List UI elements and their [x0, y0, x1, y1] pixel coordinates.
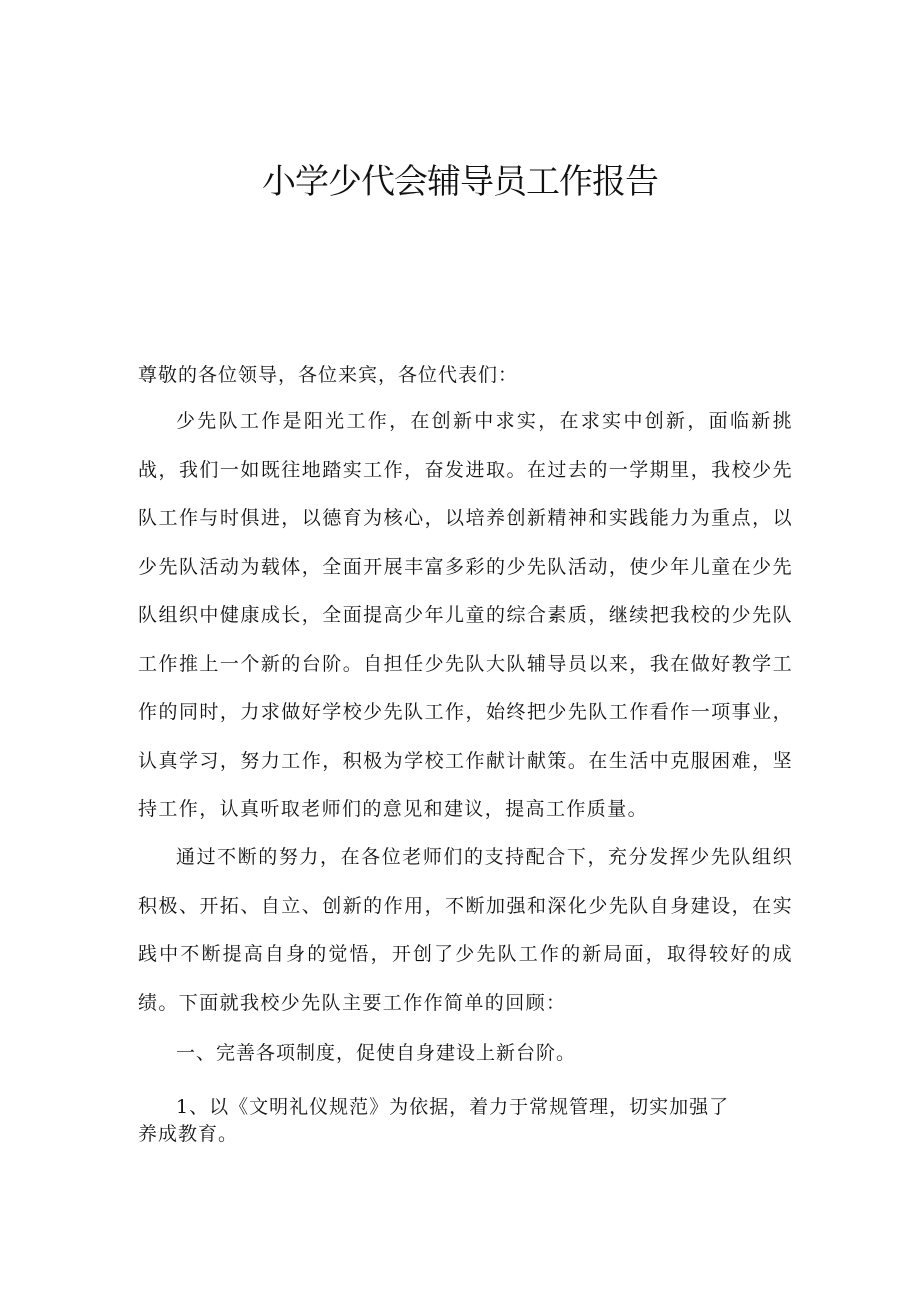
list-item: [138, 1094, 793, 1148]
section-heading: 一、完善各项制度，促使自身建设上新台阶。: [176, 1042, 577, 1064]
list-item-line-2: 养成教育。: [138, 1123, 239, 1145]
paragraph-1: 少先队工作是阳光工作，在创新中求实，在求实中创新，面临新挑战，我们一如既往地踏实工作，奋发进取。在过去的一学期里，我校少先队工作与时俱进，以德育为核心，以培养创新精神和实践能力为重点，以少先队活动为载体，全面开展丰富多彩的少先队活动，使少年儿童在少先队组织中健康成长，全面提高少年儿童的综合素质，继续把我校的少先队工作推上一个新的台阶。自担任少先队大队辅导员以来，我在做好教学工作的同时，力求做好学校少先队工作，始终把少先队工作看作一项事业，认真学习，努力工作，积极为学校工作献计献策。在生活中克服困难，坚持工作，认真听取老师们的意见和建议，提高工作质量。: [138, 410, 793, 820]
paragraph-2: 通过不断的努力，在各位老师们的支持配合下，充分发挥少先队组织积极、开拓、自立、创新的作用，不断加强和深化少先队自身建设，在实践中不断提高自身的觉悟，开创了少先队工作的新局面，取得较好的成绩。下面就我校少先队主要工作作简单的回顾：: [138, 846, 793, 1014]
document-title: 小学少代会辅导员工作报告: [262, 162, 658, 202]
list-item-line-1: 1、以《文明礼仪规范》为依据，着力于常规管理，切实加强了: [176, 1096, 730, 1118]
greeting: 尊敬的各位领导，各位来宾，各位代表们：: [138, 364, 519, 386]
